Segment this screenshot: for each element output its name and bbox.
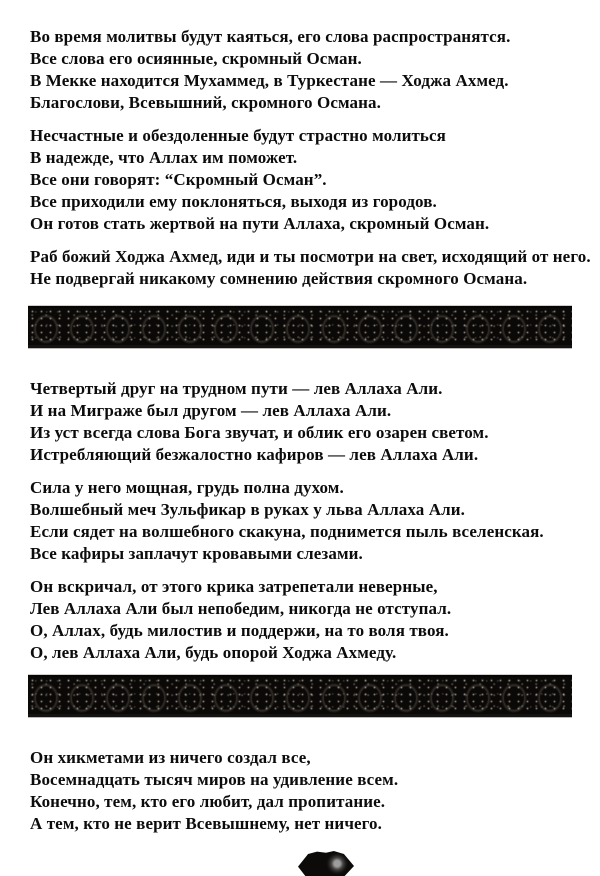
verse-line: Лев Аллаха Али был непобедим, никогда не отступал.	[30, 599, 452, 618]
verse-line: Не подвергай никакому сомнению действия скромного Османа.	[30, 269, 528, 288]
stanza-3	[30, 246, 591, 290]
tailpiece-container	[30, 851, 582, 876]
verse-line: Четвертый друг на трудном пути — лев Аллаха Али.	[30, 379, 443, 398]
ornamental-divider-band	[28, 306, 572, 348]
verse-line: Волшебный меч Зульфикар в руках у льва Аллаха Али.	[30, 500, 465, 519]
verse-line: В надежде, что Аллах им поможет.	[30, 148, 298, 167]
verse-line: Восемнадцать тысяч миров на удивление всем.	[30, 770, 399, 789]
ornamental-divider-band	[28, 675, 572, 717]
verse-line: Из уст всегда слова Бога звучат, и облик его озарен светом.	[30, 423, 489, 442]
verse-line: О, Аллах, будь милостив и поддержи, на то воля твоя.	[30, 621, 449, 640]
verse-line: Он вскричал, от этого крика затрепетали неверные,	[30, 577, 438, 596]
verse-line: Во время молитвы будут каяться, его слова распространятся.	[30, 27, 511, 46]
stanza-1	[30, 26, 582, 114]
verse-line: Все слова его осиянные, скромный Осман.	[30, 49, 362, 68]
verse-line: Все они говорят: “Скромный Осман”.	[30, 170, 327, 189]
hexagonal-tailpiece-ornament	[298, 851, 354, 876]
verse-line: Конечно, тем, кто его любит, дал пропитание.	[30, 792, 386, 811]
verse-line: Сила у него мощная, грудь полна духом.	[30, 478, 344, 497]
verse-line: Если сядет на волшебного скакуна, поднимется пыль вселенская.	[30, 522, 544, 541]
verse-line: Благослови, Всевышний, скромного Османа.	[30, 93, 381, 112]
verse-line: Он хикметами из ничего создал все,	[30, 748, 311, 767]
stanza-2	[30, 125, 582, 235]
verse-line: Он готов стать жертвой на пути Аллаха, скромный Осман.	[30, 214, 490, 233]
verse-line: Все кафиры заплачут кровавыми слезами.	[30, 544, 363, 563]
verse-line: Истребляющий безжалостно кафиров — лев Аллаха Али.	[30, 445, 479, 464]
verse-line: Раб божий Ходжа Ахмед, иди и ты посмотри на свет, исходящий от него.	[30, 247, 591, 266]
stanza-6	[30, 576, 582, 664]
verse-line: О, лев Аллаха Али, будь опорой Ходжа Ахмеду.	[30, 643, 397, 662]
stanza-7	[30, 747, 582, 835]
verse-line: А тем, кто не верит Всевышнему, нет ничего.	[30, 814, 383, 833]
stanza-4	[30, 378, 582, 466]
verse-line: Все приходили ему поклоняться, выходя из городов.	[30, 192, 437, 211]
stanza-5	[30, 477, 582, 565]
verse-line: Несчастные и обездоленные будут страстно молиться	[30, 126, 446, 145]
verse-line: И на Миграже был другом — лев Аллаха Али.	[30, 401, 392, 420]
verse-line: В Мекке находится Мухаммед, в Туркестане — Ходжа Ахмед.	[30, 71, 509, 90]
